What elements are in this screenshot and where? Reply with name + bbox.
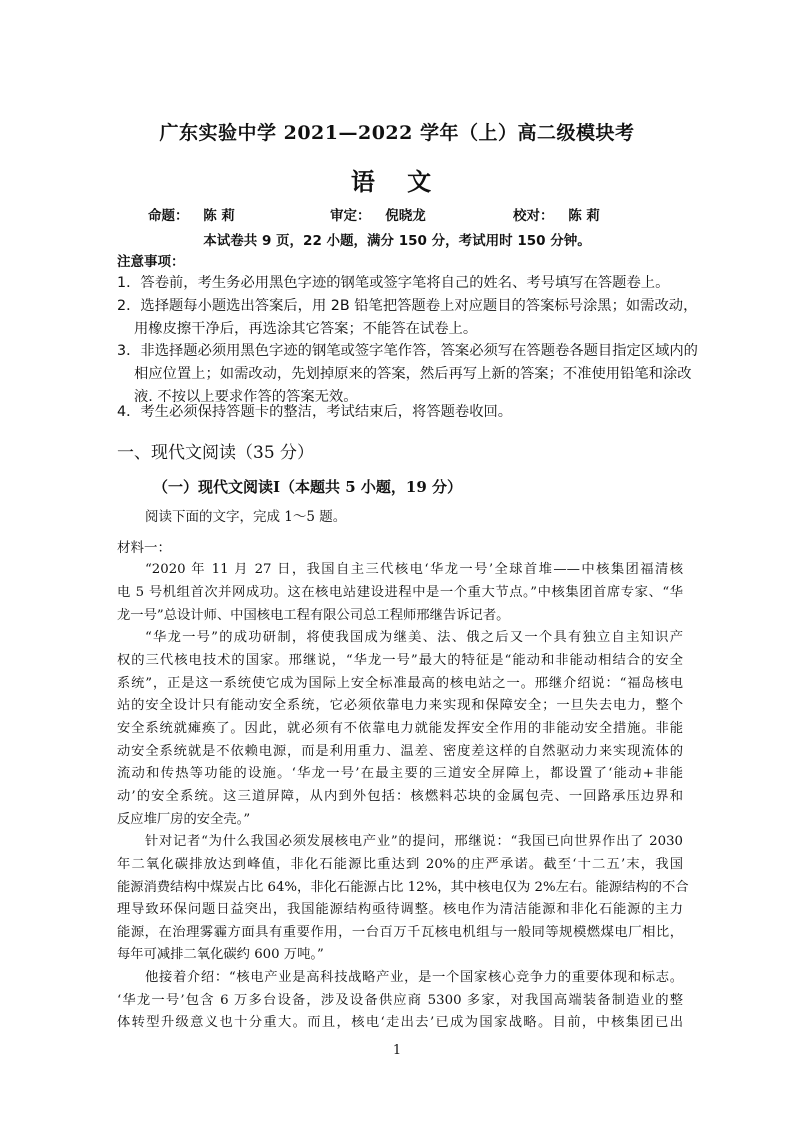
page-number: 1 (392, 1043, 402, 1058)
notice-item: 2．选择题每小题选出答案后，用 2B 铅笔把答题卷上对应题目的答案标号涂黑；如需改动， (117, 298, 698, 314)
staff-reviewer (330, 204, 426, 224)
subsection-title: （一）现代文阅读Ⅰ（本题共 5 小题，19 分） (153, 478, 462, 496)
passage-line: 系统”，正是这一系统使它成为国际上安全标准最高的核电站之一。邢继介绍说：“福岛核电 (117, 676, 683, 691)
staff-role: 命题： (148, 208, 189, 224)
passage-line: “华龙一号”的成功研制，将使我国成为继美、法、俄之后又一个具有独立自主知识产 (145, 630, 683, 645)
passage-line: 每年可减排二氧化碳约 600 万吨。” (117, 947, 324, 962)
passage-line: 权的三代核电技术的国家。邢继说，“华龙一号”最大的特征是“能动和非能动相结合的安全 (117, 653, 683, 668)
passage-line: “2020 年 11 月 27 日，我国自主三代核电‘华龙一号’全球首堆——中核集团福清核 (145, 562, 683, 577)
reading-instruction: 阅读下面的文字，完成 1～5 题。 (145, 509, 347, 525)
notice-item-continued: 用橡皮擦干净后，再选涂其它答案；不能答在试卷上。 (134, 321, 478, 337)
passage-line: 他接着介绍：“核电产业是高科技战略产业，是一个国家核心竞争力的重要体现和标志。 (145, 970, 683, 985)
passage-line: 体转型升级意义也十分重大。而且，核电‘走出去’已成为国家战略。目前，中核集团已出 (117, 1015, 683, 1030)
notice-item-continued: 相应位置上；如需改动，先划掉原来的答案，然后再写上新的答案；不准使用铅笔和涂改 (134, 366, 692, 382)
notice-heading: 注意事项： (117, 254, 185, 270)
passage-line: 龙一号”总设计师、中国核电工程有限公司总工程师邢继告诉记者。 (117, 608, 510, 623)
staff-proofreader (513, 204, 600, 224)
passage-line: 站的安全设计只有能动安全系统，它必须依靠电力来实现和保障安全；一旦失去电力，整个 (117, 698, 683, 713)
passage-line: 动安全系统就是不依赖电源，而是利用重力、温差、密度差这样的自然驱动力来实现流体的 (117, 744, 683, 759)
passage-line: 反应堆厂房的安全壳。” (117, 812, 251, 827)
notice-item-continued: 液. 不按以上要求作答的答案无效。 (134, 389, 358, 405)
notice-item: 3．非选择题必须用黑色字迹的钢笔或签字笔作答，答案必须写在答题卷各题目指定区域内的 (117, 343, 698, 359)
staff-setter (148, 204, 235, 224)
passage-line: 安全系统就瘫痪了。因此，就必须有不依靠电力就能发挥安全作用的非能动安全措施。非能 (117, 721, 683, 736)
staff-role: 校对： (513, 208, 554, 224)
passage-line: 能源，在治理雾霾方面具有重要作用，一台百万千瓦核电机组与一般同等规模燃煤电厂相比， (117, 925, 683, 940)
material-label: 材料一： (117, 540, 171, 556)
staff-name: 陈 莉 (203, 208, 235, 224)
staff-name: 倪晓龙 (385, 208, 426, 224)
passage-line: 电 5 号机组首次并网成功。这在核电站建设进程中是一个重大节点。”中核集团首席专家、“华 (117, 585, 683, 600)
passage-line: 动’的安全系统。这三道屏障，从内到外包括：核燃料芯块的金属包壳、一回路承压边界和 (117, 789, 683, 804)
notice-item: 1．答卷前，考生务必用黑色字迹的钢笔或签字笔将自己的姓名、考号填写在答题卷上。 (117, 275, 670, 291)
notice-item: 4．考生必须保持答题卡的整洁，考试结束后，将答题卷收回。 (117, 404, 513, 420)
subject-title: 语 文 (350, 167, 444, 196)
passage-line: 年二氧化碳排放达到峰值，非化石能源比重达到 20%的庄严承诺。截至‘十二五’末，我国 (117, 857, 683, 872)
section-title: 一、现代文阅读（35 分） (117, 443, 315, 463)
exam-info: 本试卷共 9 页，22 小题，满分 150 分，考试用时 150 分钟。 (203, 233, 591, 249)
passage-line: 针对记者“为什么我国必须发展核电产业”的提问，邢继说：“我国已向世界作出了 2030 (145, 834, 683, 849)
passage-line: ‘华龙一号’包含 6 万多台设备，涉及设备供应商 5300 多家，对我国高端装备制造业的整 (117, 993, 683, 1008)
passage-line: 理导致环保问题日益突出，我国能源结构亟待调整。核电作为清洁能源和非化石能源的主力 (117, 902, 683, 917)
passage-line: 能源消费结构中煤炭占比 64%，非化石能源占比 12%，其中核电仅为 2%左右。能源结构的不合 (117, 880, 689, 895)
exam-title: 广东实验中学 2021—2022 学年（上）高二级模块考 (159, 122, 635, 144)
passage-line: 流动和传热等功能的设施。‘华龙一号’在最主要的三道安全屏障上，都设置了‘能动+非能 (117, 766, 683, 781)
staff-role: 审定： (330, 208, 371, 224)
staff-name: 陈 莉 (568, 208, 600, 224)
